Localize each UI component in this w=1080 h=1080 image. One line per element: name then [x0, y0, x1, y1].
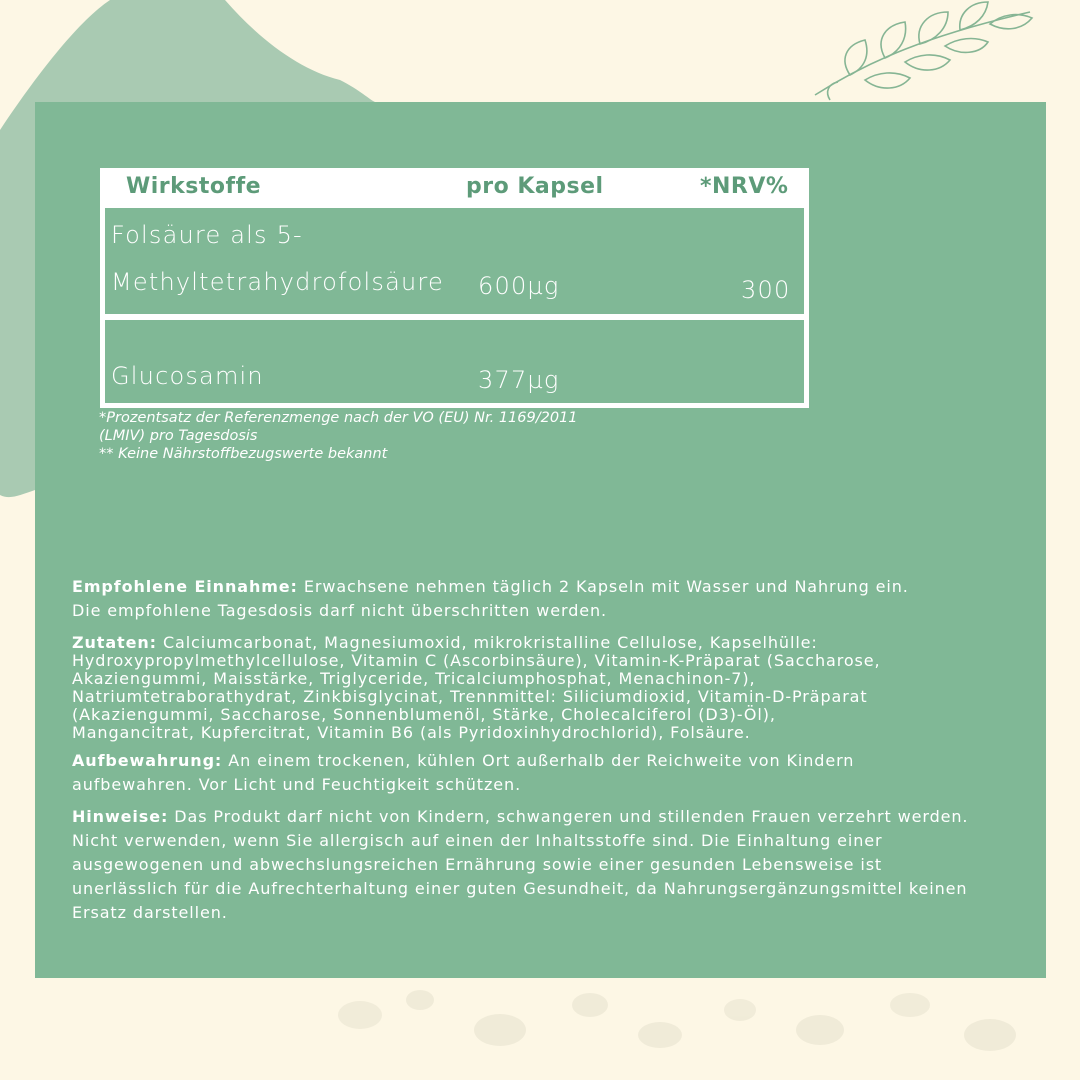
section-text: Hydroxypropylmethylcellulose, Vitamin C (Ascorbinsäure), Vitamin-K-Präparat (Saccharose,: [72, 651, 881, 670]
section-label: Aufbewahrung:: [72, 751, 223, 770]
section-text: Akaziengummi, Maisstärke, Triglyceride, Tricalciumphosphat, Menachinon-7),: [72, 669, 756, 688]
section-text: Erwachsene nehmen täglich 2 Kapseln mit Wasser und Nahrung ein.: [303, 577, 909, 596]
footnote-line: (LMIV) pro Tagesdosis: [99, 428, 258, 444]
section-text: Nicht verwenden, wenn Sie allergisch auf einen der Inhaltsstoffe sind. Die Einhaltung einer: [72, 831, 883, 850]
section-text: Mangancitrat, Kupfercitrat, Vitamin B6 (als Pyridoxinhydrochlorid), Folsäure.: [72, 723, 751, 742]
ingredient-amount: 377µg: [478, 366, 560, 394]
footnotes: [99, 409, 659, 463]
section-label: Empfohlene Einnahme:: [72, 577, 298, 596]
section-text: ausgewogenen und abwechslungsreichen Ernährung sowie einer gesunden Lebensweise ist: [72, 855, 883, 874]
ingredient-nrv: 300: [741, 276, 791, 304]
ingredient-table: [100, 168, 809, 408]
section-text: Ersatz darstellen.: [72, 903, 228, 922]
section-einnahme: [72, 575, 1037, 623]
section-text: Calciumcarbonat, Magnesiumoxid, mikrokristalline Cellulose, Kapselhülle:: [162, 633, 818, 652]
table-row: [105, 208, 804, 314]
section-text: An einem trockenen, kühlen Ort außerhalb der Reichweite von Kindern: [228, 751, 855, 770]
footnote-line: ** Keine Nährstoffbezugswerte bekannt: [99, 446, 388, 462]
section-text: Die empfohlene Tagesdosis darf nicht überschritten werden.: [72, 601, 608, 620]
ingredient-name: Glucosamin: [111, 362, 264, 390]
ingredient-name-line2: Methyltetrahydrofolsäure: [111, 268, 444, 296]
footnote-line: *Prozentsatz der Referenzmenge nach der VO (EU) Nr. 1169/2011: [99, 410, 578, 426]
header-wirkstoffe: Wirkstoffe: [126, 174, 262, 199]
table-row: [105, 320, 804, 403]
leaf-sprig-icon: [810, 0, 1040, 102]
ingredient-name-line1: Folsäure als 5-: [111, 221, 303, 249]
ingredient-amount: 600µg: [478, 272, 560, 300]
section-text: Natriumtetraborathydrat, Zinkbisglycinat, Trennmittel: Siliciumdioxid, Vitamin-D-Präparat: [72, 687, 868, 706]
section-aufbewahrung: [72, 749, 1037, 797]
section-text: (Akaziengummi, Saccharose, Sonnenblumenöl, Stärke, Cholecalciferol (D3)-Öl),: [72, 705, 776, 724]
section-hinweise: [72, 805, 1037, 925]
decorative-dots: [300, 975, 1060, 1075]
header-pro-kapsel: pro Kapsel: [466, 174, 604, 199]
section-text: aufbewahren. Vor Licht und Feuchtigkeit schützen.: [72, 775, 522, 794]
header-nrv: *NRV%: [700, 174, 789, 199]
section-label: Hinweise:: [72, 807, 169, 826]
section-text: Das Produkt darf nicht von Kindern, schwangeren und stillenden Frauen verzehrt werden.: [174, 807, 969, 826]
section-zutaten: [72, 634, 1037, 742]
section-text: unerlässlich für die Aufrechterhaltung einer guten Gesundheit, da Nahrungsergänzungsmittel keinen: [72, 879, 968, 898]
table-header: [100, 168, 809, 208]
section-label: Zutaten:: [72, 633, 157, 652]
